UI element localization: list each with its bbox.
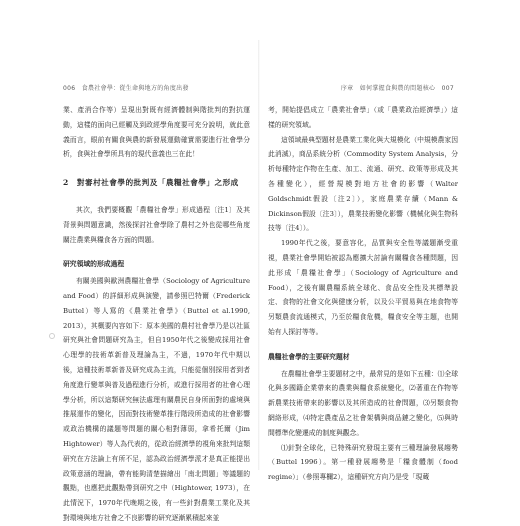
right-running-head: 序章 如何掌握食與農的問題核心 007 [340, 85, 454, 92]
left-paragraph-continued: 業、產消合作等）呈現出對既有經濟體制與階批判的對抗運動，這樣的面向已經觸及到政經學角度要可充分說明，就此意義而言，眼前有關食與農的新發展運動確實需要進行社會學分析，食與社會學所具有的現代意義也三在此！ [63, 106, 250, 159]
margin-dot-mark [49, 333, 55, 339]
left-paragraph-3: 有關美國與歐洲農糧社會學（Sociology of Agriculture and Food）的詳細形成與演變，請參照巴特爾（Frederick Buttel）等人寫的《農業社會學》（Buttel et al.1990, 2013），其概要內容如下：原本美國的農村社會學乃是以社區研究與社會問題研究為主，但自1950年代之後變成採用社會心理學的技術革新普及理論為主，不過，1970年代中期以後，這種技術革新普及研究成為主流，只能從個別採用者到者角度進行變革與普及過程進行分析，或進行採用者的社會心理學分析，所以這類研究無法處理有關農民自身所面對的處境與推展運作的變化，因而對技術變革推行階段所造成的社會影響或政治機構的議題等問題的關心相對薄弱，拿希托爾（Jim Hightower）等人為代表的，從政治經濟學的視角來批判這類研究在方法論上有所不足，認為政治經濟學派才是真正能提出政策意涵的理論，帶有能夠清楚描繪出「南北問題」等議題的觀點，也應把此觀點帶到研究之中（Hightower, 1973），在此情況下，1970年代晚期之後，有一些針對農業工業化及其對環境與地方社會之不良影響的研究逐漸累積起來並 [63, 277, 250, 522]
right-paragraph-2: 1990年代之後，要意容化，品質與安全性等議題漸受重視，農業社會學開始被認為應擴大討論有關糧食各種問題，因此形成「農糧社會學」（Sociology of Agriculture and Food），之後有關農糧系統全球化、食品安全性及其標準設定、食物的社會文化與健康分析，以及公平貿易與在地食物等另類農食流通模式，乃至於糧食危機，糧食安全等主題，也開始有人探討等等。 [268, 239, 458, 336]
right-paragraph-continued: 考，開始提倡成立「農業社會學」（或「農業政治經濟學」）這樣的研究領域。 [268, 106, 458, 129]
subsection-heading-topics: 農糧社會學的主要研究題材 [268, 352, 350, 361]
left-paragraph-2: 其次，我們要概觀「農糧社會學」形成過程〔注1〕及其背景與問題意識，然後探討社會學除了農村之外也從哪些角度關注農業與糧食各方面的問題。 [63, 205, 250, 244]
right-paragraph-3: 在農糧社會學主要題材之中，最常見的是如下五種：⑴全球化與多國籍企業帶來的農業與糧食系統變化，⑵著重在作物等新農業技術帶來的影響以及其所造成的社會問題，⑶另類食物網絡形成，⑷特定農產品之社會架構與商品鏈之變化，⑸與時間標準化變遷成的制度與觀念。 [268, 369, 458, 437]
left-running-head: 006 食農社會學：從生命與地方的角度出發 [63, 85, 189, 92]
subsection-heading-formation: 研究領域的形成過程 [63, 260, 125, 269]
right-page-body [268, 103, 458, 485]
left-page-body [63, 103, 250, 526]
right-paragraph-4: ⑴針對全球化，已特殊研究發現主要有三種理論發展趨勢（Buttel 1996）。第一種發展趨勢是「糧食體制（food regime）」（參照專欄2），這種研究方向乃是受「現蔵 [268, 443, 458, 482]
right-paragraph-1: 這領域最典型題材是農業工業化與大規模化（中規模農家因此消滅），商品系統分析（Commodity System Analysis，分析每種特定作物在生產、加工、流通、研究、政策等形成及其各種變化），經營規模對地方社會的影響（Walter Goldschmidt假設〔注2〕），家庭農業存續（Mann & Dickinson假設〔注3〕），農業技術變化影響（機械化與生物科技等〔注4〕）。 [268, 135, 458, 233]
section-heading: 2 對審村社會學的批判及「農糧社會學」之形成 [63, 178, 239, 188]
